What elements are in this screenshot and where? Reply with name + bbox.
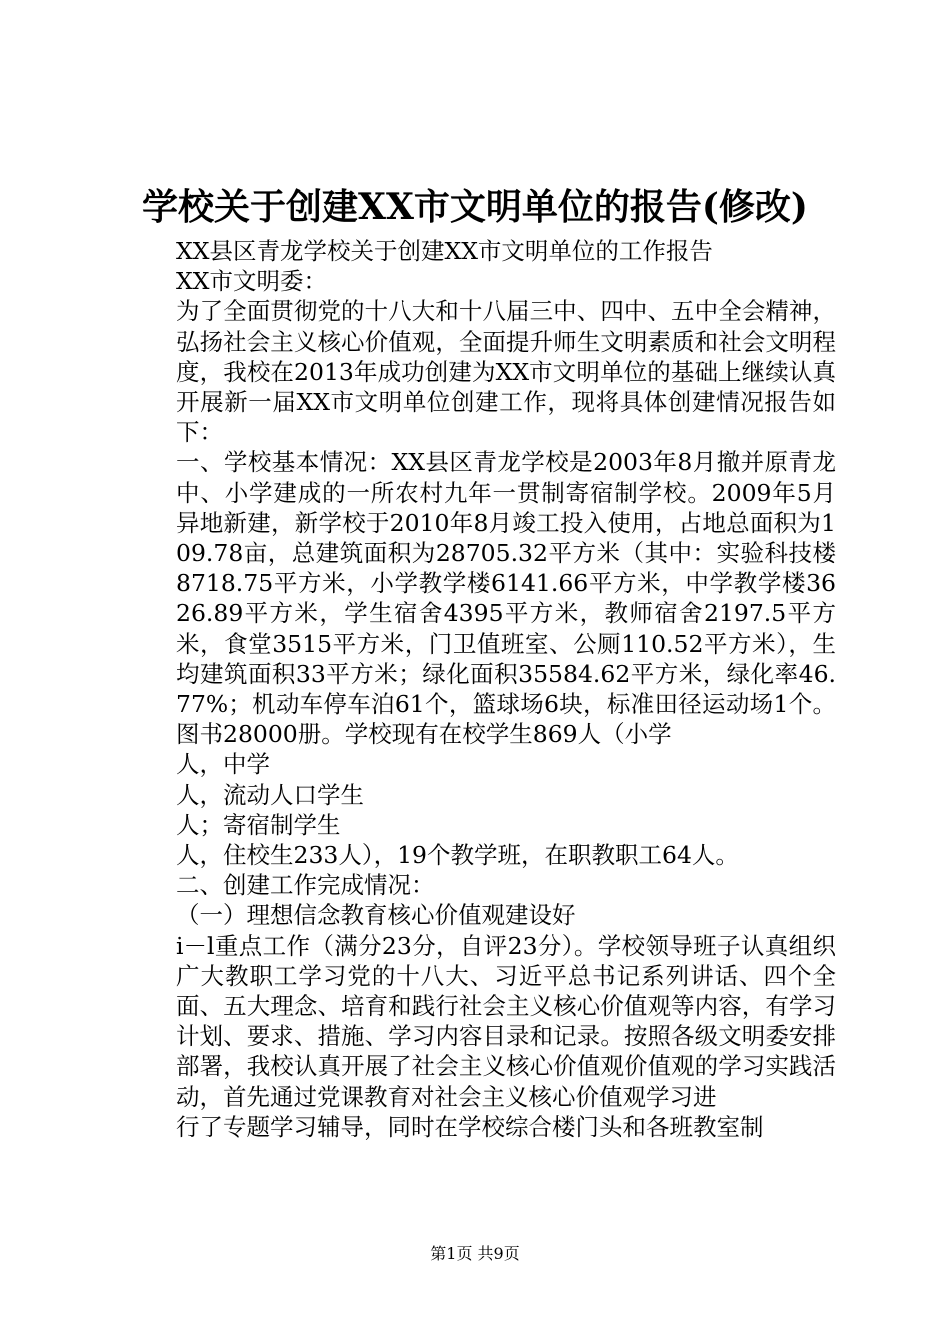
subsection-heading: （一）理想信念教育核心价值观建设好 xyxy=(176,901,576,930)
salutation: XX市文明委： xyxy=(176,267,327,296)
paragraph-line: 人，住校生233人），19个教学班，在职教职工64人。 xyxy=(176,841,739,870)
paragraph-basic-info: 一、学校基本情况：XX县区青龙学校是2003年8月撤并原青龙中、小学建成的一所农村九年一贯制寄宿制学校。2009年5月异地新建，新学校于2010年8月竣工投入使用，占地总面积为109.78亩，总建筑面积为28705.32平方米（其中：实验科技楼8718.75平方米，小学教学楼6141.66平方米，中学教学楼3626.89平方米，学生宿舍4395平方米，教师宿舍2197.5平方米，食堂3515平方米，门卫值班室、公厕110.52平方米），生均建筑面积33平方米；绿化面积35584.62平方米，绿化率46.77%；机动车停车泊61个，篮球场6块，标准田径运动场1个。图书28000册。学校现有在校学生869人（小学 xyxy=(176,448,836,749)
document-title: 学校关于创建XX市文明单位的报告(修改) xyxy=(142,186,808,228)
paragraph-line: 人，中学 xyxy=(176,750,270,779)
document-body xyxy=(126,236,836,1142)
page-footer: 第1页 共9页 xyxy=(430,1244,520,1263)
paragraph-continued: 行了专题学习辅导，同时在学校综合楼门头和各班教室制 xyxy=(176,1112,764,1141)
paragraph-intro: 为了全面贯彻党的十八大和十八届三中、四中、五中全会精神，弘扬社会主义核心价值观，全面提升师生文明素质和社会文明程度，我校在2013年成功创建为XX市文明单位的基础上继续认真开展新一届XX市文明单位创建工作，现将具体创建情况报告如下： xyxy=(176,297,836,447)
report-heading: XX县区青龙学校关于创建XX市文明单位的工作报告 xyxy=(176,237,713,265)
paragraph-key-work: i－l重点工作（满分23分，自评23分）。学校领导班子认真组织广大教职工学习党的十八大、习近平总书记系列讲话、四个全面、五大理念、培育和践行社会主义核心价值观等内容，有学习计划、要求、措施、学习内容目录和记录。按照各级文明委安排部署，我校认真开展了社会主义核心价值观价值观的学习实践活动，首先通过党课教育对社会主义核心价值观学习进 xyxy=(176,931,836,1111)
paragraph-line: 人，流动人口学生 xyxy=(176,780,364,809)
section-heading: 二、创建工作完成情况： xyxy=(176,871,435,900)
paragraph-line: 人；寄宿制学生 xyxy=(176,810,341,839)
